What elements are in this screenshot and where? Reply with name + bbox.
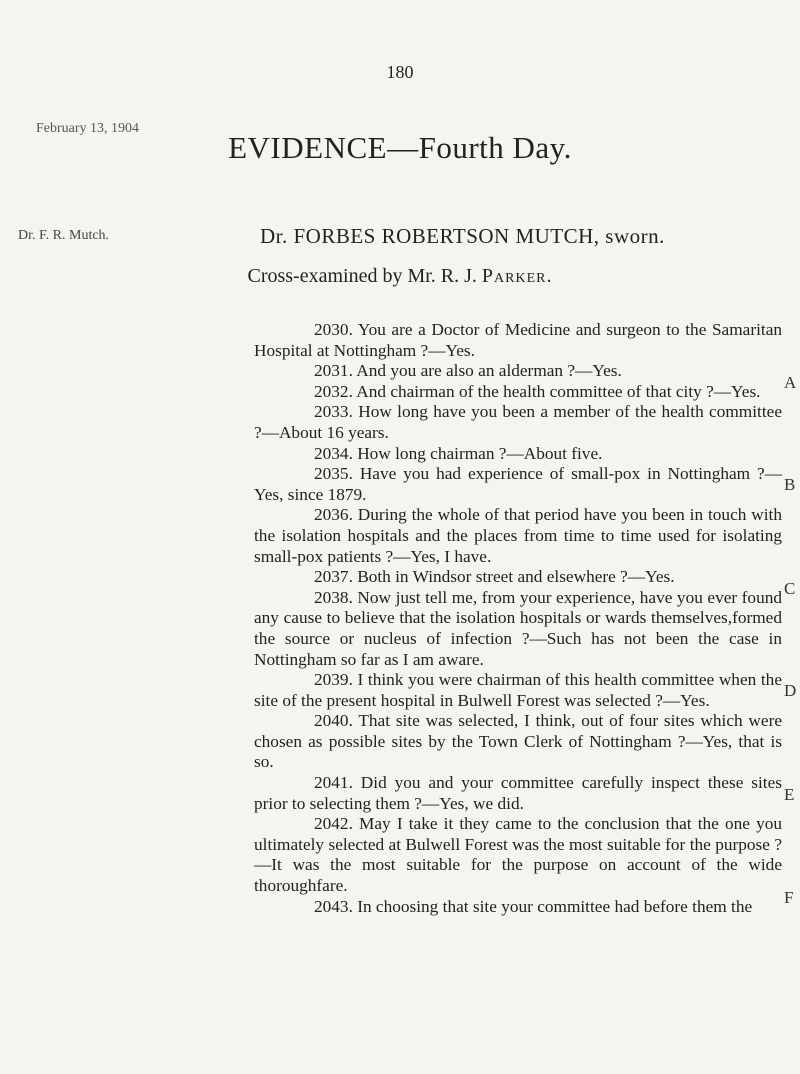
question-2040: 2040. That site was selected, I think, out of four sites which were chosen as possible sites by the Town Clerk of Nottingham ?—Yes, that is so. [254,711,782,772]
question-2030: 2030. You are a Doctor of Medicine and surgeon to the Samaritan Hospital at Nottingham ?—Yes. [254,320,782,360]
margin-letter-d: D [784,681,797,700]
cross-examined-prefix: Cross-examined by Mr. R. J. [247,265,477,287]
question-2043: 2043. In choosing that site your committee had before them the [314,896,753,916]
margin-letter-e: E [784,785,795,804]
margin-letter-c: C [784,579,796,598]
margin-witness-name: Dr. F. R. Mutch. [18,228,110,243]
question-2033: 2033. How long have you been a member of the health committee ?—About 16 years. [254,402,782,442]
examiner-name: Parker. [481,265,553,287]
margin-letter-f: F [784,888,794,907]
testimony-body [254,320,782,917]
page-heading: EVIDENCE—Fourth Day. [228,130,572,165]
question-2037: 2037. Both in Windsor street and elsewhere ?—Yes. [314,567,675,587]
question-2035: 2035. Have you had experience of small-pox in Nottingham ?—Yes, since 1879. [254,464,782,504]
question-2041: 2041. Did you and your committee carefully inspect these sites prior to selecting them ?—Yes, we did. [254,773,782,813]
question-2039: 2039. I think you were chairman of this health committee when the site of the present hospital in Bulwell Forest was selected ?—Yes. [254,670,782,710]
cross-examined-line [0,265,800,288]
margin-letter-a: A [784,373,797,392]
question-2031: 2031. And you are also an alderman ?—Yes. [314,361,622,381]
witness-line: Dr. FORBES ROBERTSON MUTCH, sworn. [260,224,665,248]
question-2034: 2034. How long chairman ?—About five. [314,443,603,463]
question-2032: 2032. And chairman of the health committee of that city ?—Yes. [314,381,761,401]
question-2038: 2038. Now just tell me, from your experience, have you ever found any cause to believe that the isolation hospitals or wards themselves,formed the source or nucleus of infection ?—Such has not been the case in Nottingham so far as I am aware. [254,587,782,669]
date-note: February 13, 1904 [36,121,140,136]
question-2036: 2036. During the whole of that period have you been in touch with the isolation hospitals and the places from time to time used for isolating small-pox patients ?—Yes, I have. [254,505,782,566]
page-number: 180 [386,62,414,82]
margin-letter-b: B [784,475,796,494]
question-2042: 2042. May I take it they came to the conclusion that the one you ultimately selected at Bulwell Forest was the most suitable for the purpose ?—It was the most suitable for the purpose on account of the wide thoroughfare. [254,814,782,896]
